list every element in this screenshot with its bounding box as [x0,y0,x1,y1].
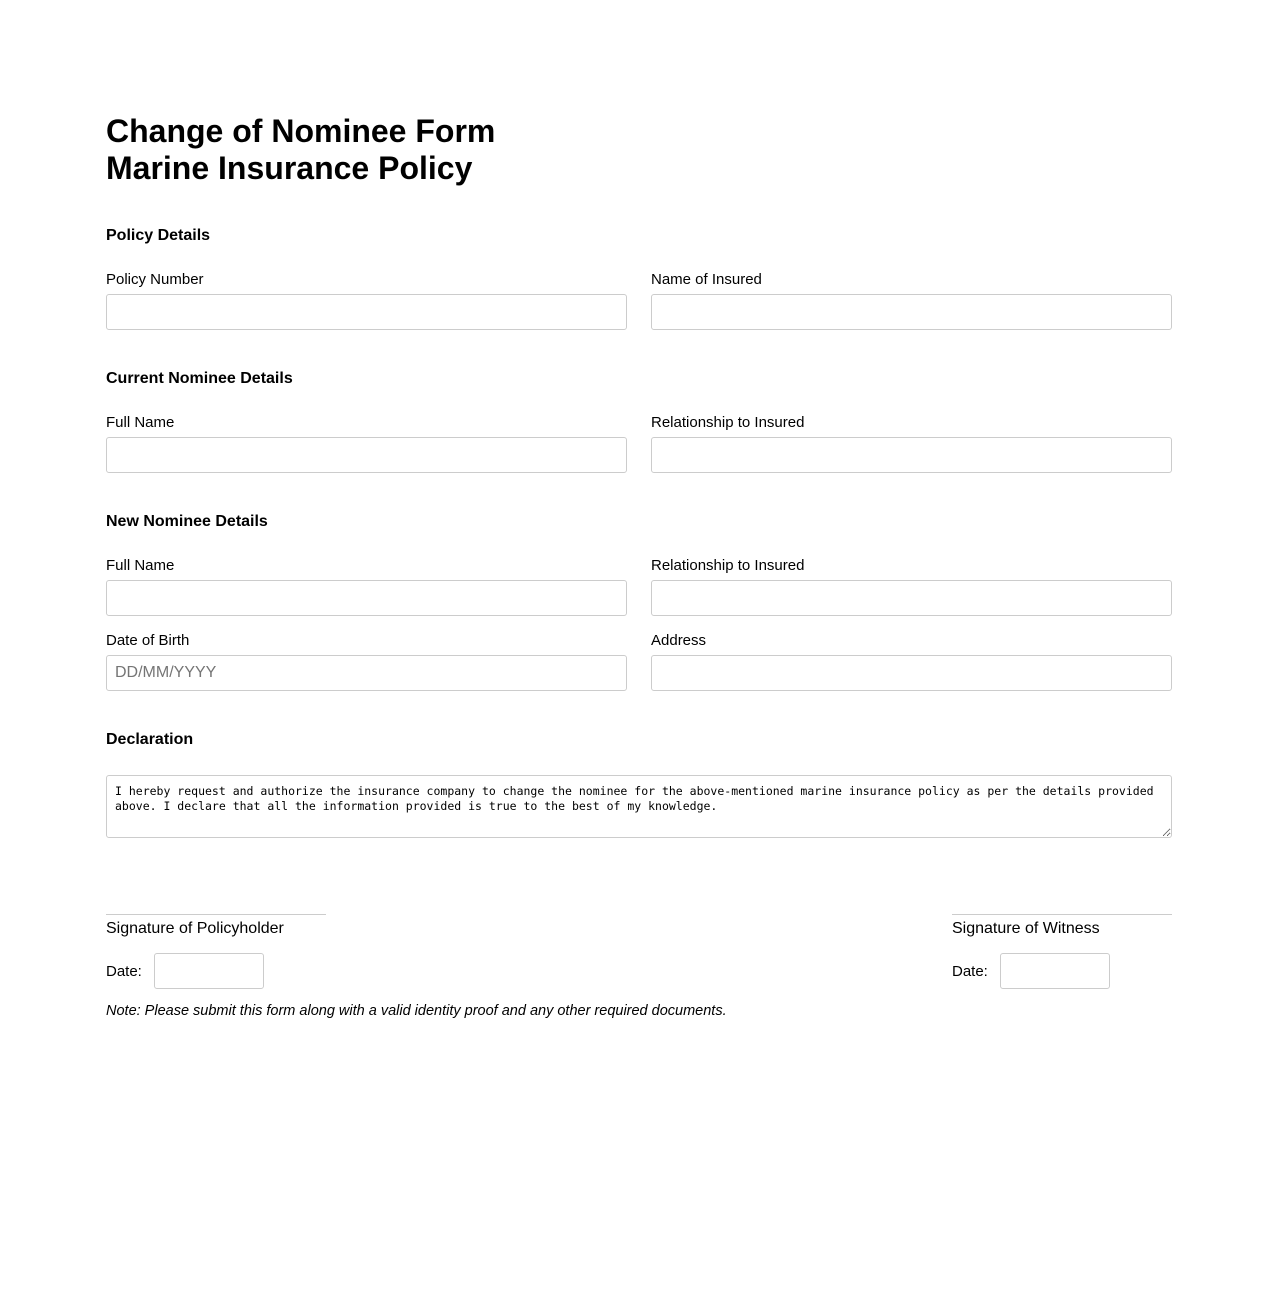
date-label: Date: [952,962,988,980]
new-nominee-section [106,512,1172,691]
current-relationship-input[interactable] [651,437,1172,473]
dob-label: Date of Birth [106,632,190,649]
new-relationship-label: Relationship to Insured [651,557,805,574]
new-full-name-input[interactable] [106,580,627,616]
address-input[interactable] [651,655,1172,691]
signatures [106,914,1172,989]
name-of-insured-input[interactable] [651,294,1172,330]
witness-date-input[interactable] [1000,953,1110,989]
declaration-textarea[interactable] [106,775,1172,838]
nominee-form [106,0,1172,1020]
policy-number-label: Policy Number [106,271,204,288]
policyholder-signature [106,914,326,989]
new-full-name-label: Full Name [106,557,175,574]
address-label: Address [651,632,707,649]
policyholder-signature-label: Signature of Policyholder [106,920,284,937]
form-title: Change of Nominee Form Marine Insurance Policy [106,113,496,186]
policyholder-date-input[interactable] [154,953,264,989]
current-nominee-section [106,369,1172,473]
name-of-insured-label: Name of Insured [651,271,762,288]
note-text: Note: Please submit this form along with a valid identity proof and any other required documents. [106,1003,727,1019]
section-heading: Policy Details [106,227,211,244]
witness-signature-label: Signature of Witness [952,920,1100,937]
date-label: Date: [106,962,142,980]
dob-input[interactable] [106,655,627,691]
witness-signature [952,914,1172,989]
current-full-name-label: Full Name [106,414,175,431]
policy-number-input[interactable] [106,294,627,330]
new-relationship-input[interactable] [651,580,1172,616]
section-heading: New Nominee Details [106,513,268,530]
current-full-name-input[interactable] [106,437,627,473]
policy-details-section [106,226,1172,330]
declaration-section [106,730,1172,838]
section-heading: Declaration [106,731,194,748]
section-heading: Current Nominee Details [106,370,293,387]
current-relationship-label: Relationship to Insured [651,414,805,431]
